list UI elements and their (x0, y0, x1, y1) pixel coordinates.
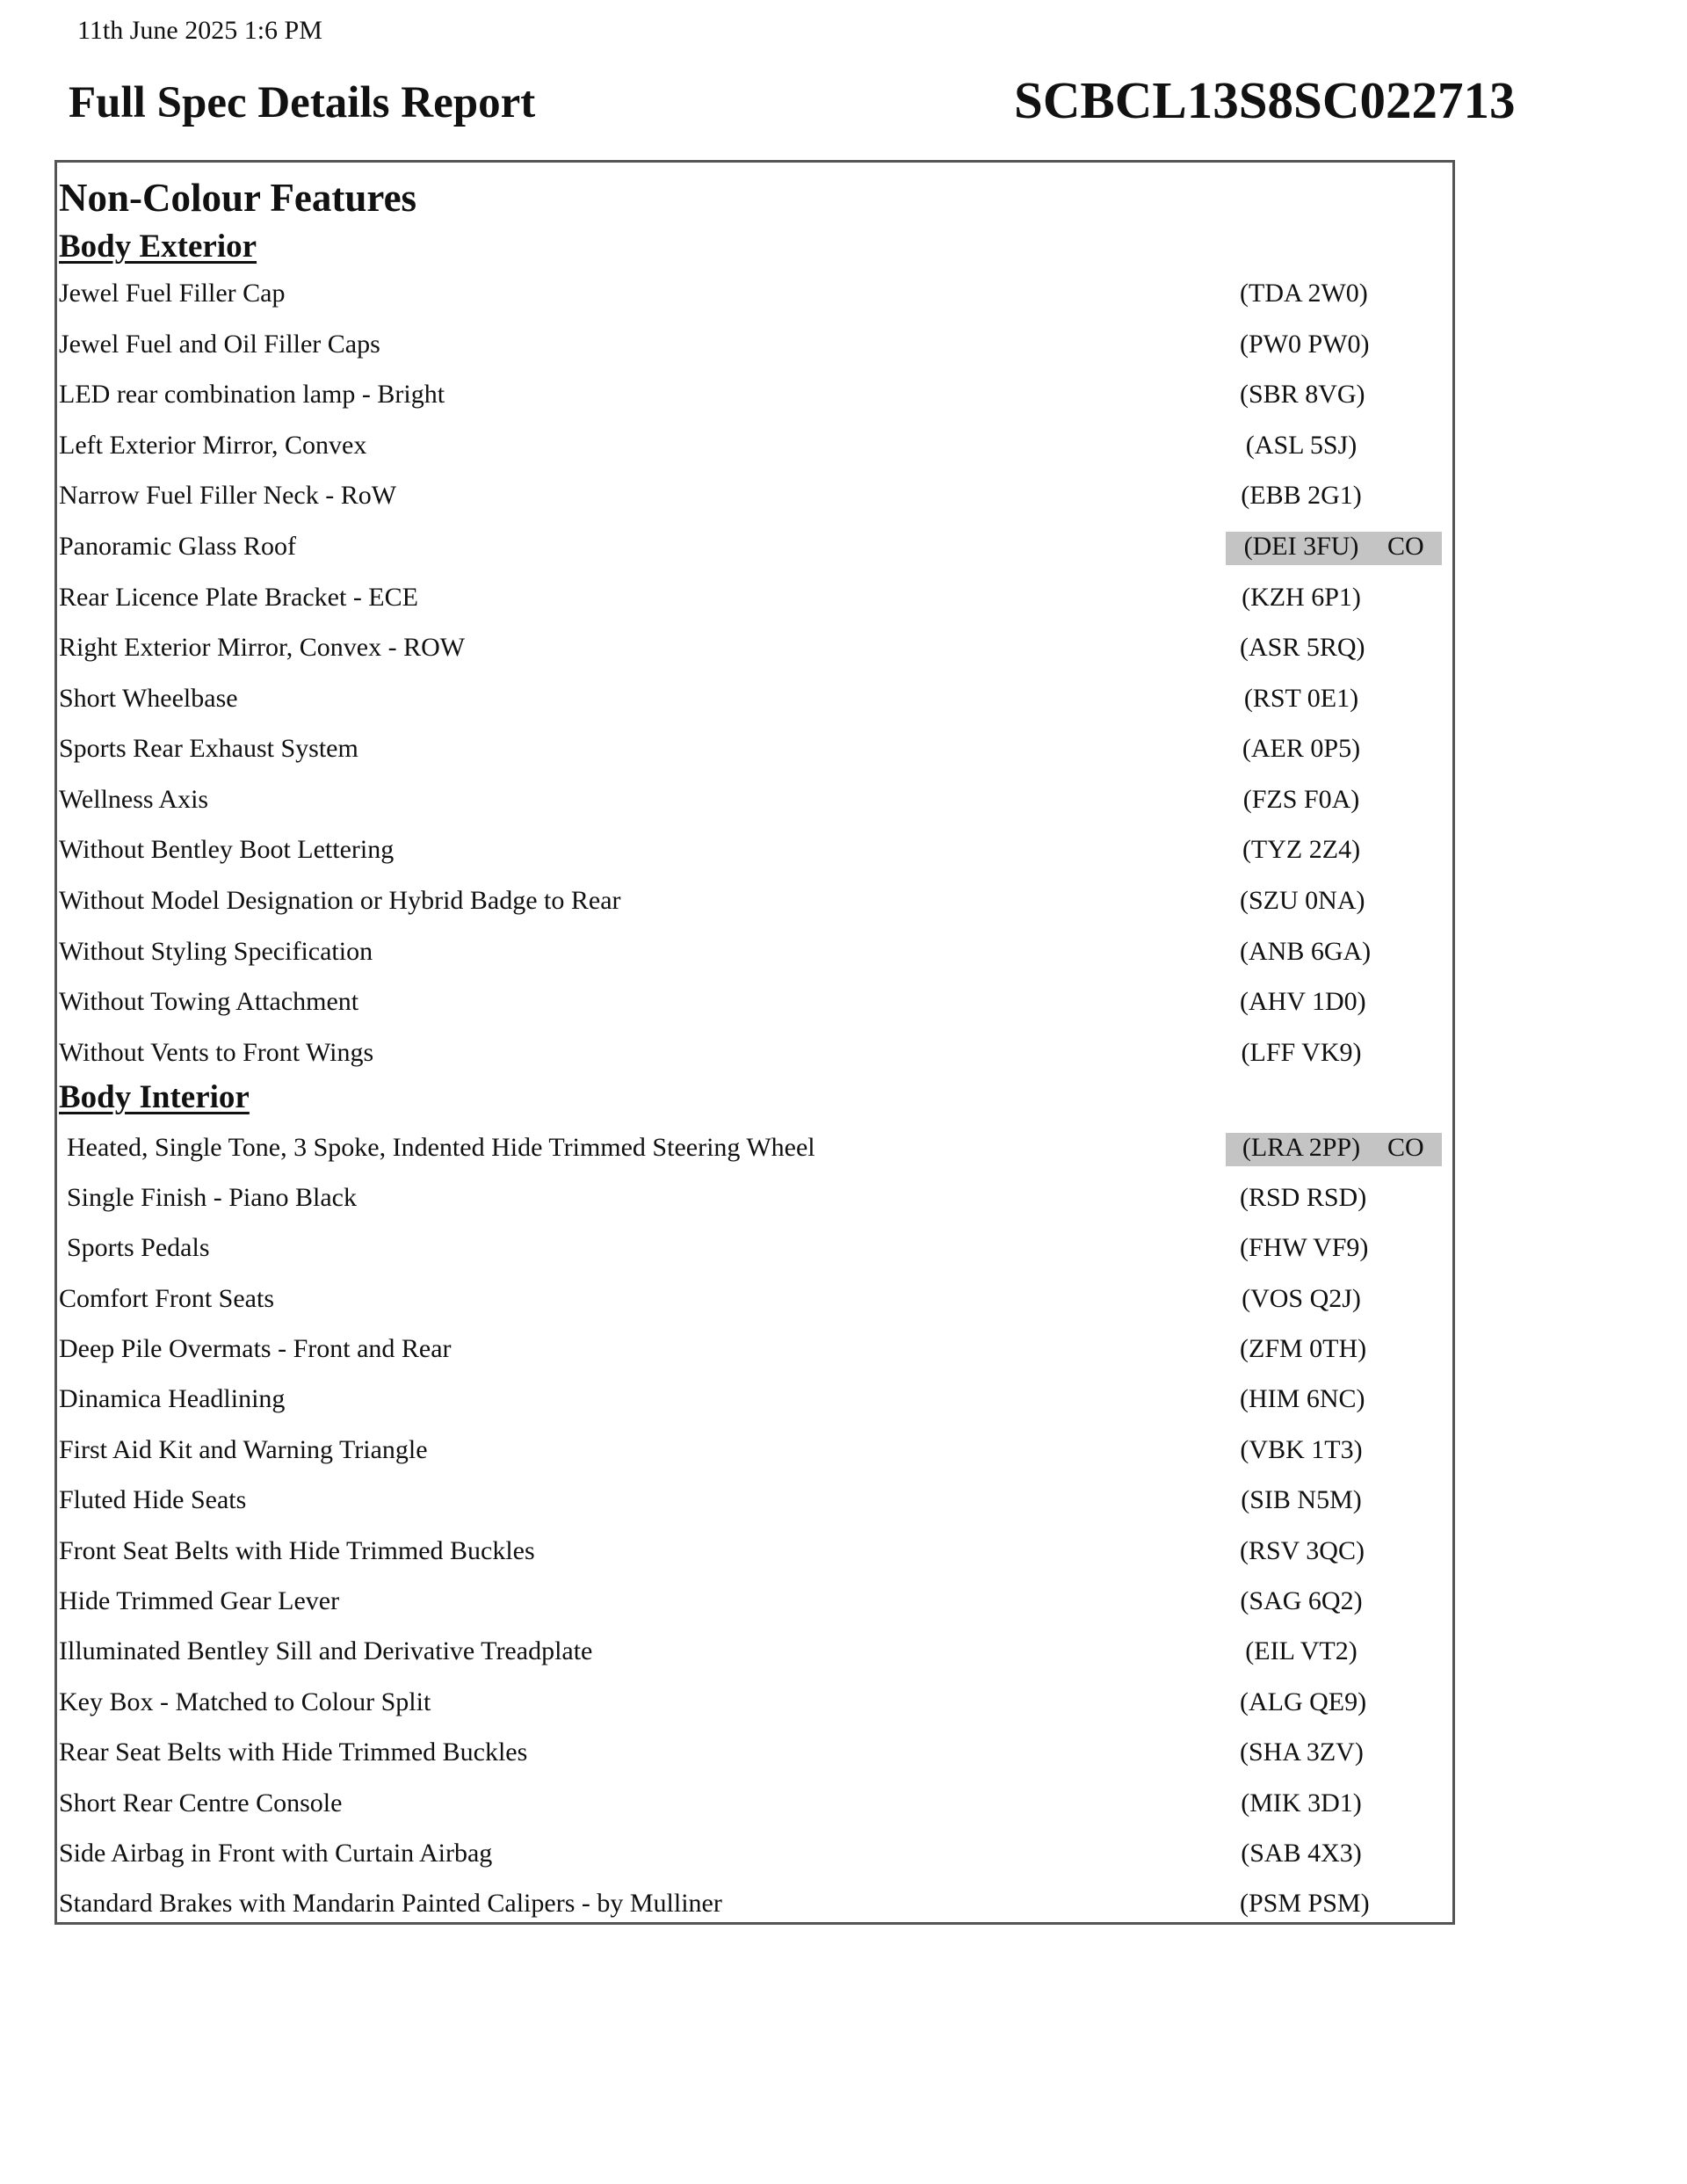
feature-code: (SAG 6Q2) (1240, 1586, 1363, 1615)
feature-description: Comfort Front Seats (59, 1284, 274, 1313)
feature-code: (SIB N5M) (1241, 1485, 1362, 1514)
feature-row (57, 326, 1452, 370)
feature-row (57, 1533, 1452, 1577)
feature-row (57, 831, 1452, 875)
group-heading-body-exterior: Body Exterior (59, 229, 257, 265)
feature-description: Narrow Fuel Filler Neck - RoW (59, 481, 397, 510)
feature-row (57, 933, 1452, 977)
feature-code: (SHA 3ZV) (1240, 1738, 1364, 1767)
feature-description: LED rear combination lamp - Bright (59, 380, 445, 409)
feature-description: Without Model Designation or Hybrid Badge to Rear (59, 886, 621, 915)
feature-description: Side Airbag in Front with Curtain Airbag (59, 1839, 493, 1868)
feature-row (57, 1034, 1452, 1078)
feature-row (57, 1633, 1452, 1677)
feature-row (57, 730, 1452, 774)
feature-code: (LRA 2PP) (1242, 1133, 1361, 1162)
vin-number: SCBCL13S8SC022713 (1014, 71, 1516, 129)
feature-description: Fluted Hide Seats (59, 1485, 247, 1514)
report-title: Full Spec Details Report (69, 78, 536, 127)
feature-row (57, 1734, 1452, 1778)
feature-code: (ASL 5SJ) (1245, 431, 1358, 460)
feature-row (57, 680, 1452, 724)
feature-code: (FZS F0A) (1242, 785, 1360, 814)
feature-description: Key Box - Matched to Colour Split (59, 1687, 431, 1716)
co-flag: CO (1387, 532, 1424, 561)
feature-row (57, 376, 1452, 420)
feature-row (57, 1432, 1452, 1476)
feature-description: Single Finish - Piano Black (67, 1183, 357, 1212)
feature-code: (AHV 1D0) (1240, 987, 1366, 1016)
feature-description: Rear Licence Plate Bracket - ECE (59, 583, 418, 612)
features-frame (54, 160, 1455, 1925)
group-heading-body-interior: Body Interior (59, 1079, 250, 1115)
feature-description: Front Seat Belts with Hide Trimmed Buckles (59, 1536, 535, 1565)
feature-code: (ASR 5RQ) (1240, 633, 1365, 662)
feature-code: (VOS Q2J) (1242, 1284, 1361, 1313)
co-flag: CO (1387, 1133, 1424, 1162)
report-timestamp: 11th June 2025 1:6 PM (77, 16, 322, 45)
feature-code: (PW0 PW0) (1240, 330, 1370, 359)
feature-row (57, 1482, 1452, 1526)
feature-code: (AER 0P5) (1242, 734, 1361, 763)
feature-description: Jewel Fuel Filler Cap (59, 279, 286, 308)
feature-row (57, 1230, 1452, 1273)
feature-code: (RST 0E1) (1243, 684, 1359, 713)
feature-description: Jewel Fuel and Oil Filler Caps (59, 330, 380, 359)
feature-code: (TDA 2W0) (1240, 279, 1368, 308)
feature-description: Deep Pile Overmats - Front and Rear (59, 1334, 452, 1363)
feature-row (57, 629, 1452, 673)
feature-code: (HIM 6NC) (1240, 1384, 1365, 1413)
feature-row (57, 427, 1452, 471)
feature-description: Hide Trimmed Gear Lever (59, 1586, 340, 1615)
feature-description: Dinamica Headlining (59, 1384, 286, 1413)
feature-description: Rear Seat Belts with Hide Trimmed Buckles (59, 1738, 528, 1767)
feature-code: (VBK 1T3) (1240, 1435, 1363, 1464)
feature-row (57, 1785, 1452, 1829)
feature-row (57, 1381, 1452, 1425)
feature-description: Left Exterior Mirror, Convex (59, 431, 367, 460)
feature-code: (EBB 2G1) (1241, 481, 1362, 510)
feature-code: (EIL VT2) (1245, 1636, 1358, 1665)
feature-description: Sports Pedals (67, 1233, 210, 1262)
feature-description: First Aid Kit and Warning Triangle (59, 1435, 428, 1464)
feature-code: (PSM PSM) (1240, 1889, 1370, 1918)
feature-description: Wellness Axis (59, 785, 209, 814)
feature-code: (ANB 6GA) (1240, 937, 1372, 966)
feature-code: (RSV 3QC) (1240, 1536, 1365, 1565)
feature-code: (ALG QE9) (1240, 1687, 1367, 1716)
feature-description: Standard Brakes with Mandarin Painted Calipers - by Mulliner (59, 1889, 722, 1918)
feature-description: Panoramic Glass Roof (59, 532, 296, 561)
feature-row (57, 275, 1452, 319)
feature-code: (SZU 0NA) (1240, 886, 1365, 915)
feature-description: Short Wheelbase (59, 684, 238, 713)
feature-code: (TYZ 2Z4) (1242, 835, 1361, 864)
feature-code: (SBR 8VG) (1240, 380, 1365, 409)
feature-code: (ZFM 0TH) (1240, 1334, 1367, 1363)
feature-description: Short Rear Centre Console (59, 1789, 343, 1818)
feature-code: (LFF VK9) (1241, 1038, 1362, 1067)
feature-row (57, 1281, 1452, 1324)
feature-description: Right Exterior Mirror, Convex - ROW (59, 633, 466, 662)
feature-row (57, 1684, 1452, 1728)
feature-code: (KZH 6P1) (1242, 583, 1361, 612)
feature-code: (MIK 3D1) (1241, 1789, 1362, 1818)
feature-description: Sports Rear Exhaust System (59, 734, 358, 763)
feature-description: Without Vents to Front Wings (59, 1038, 374, 1067)
feature-description: Illuminated Bentley Sill and Derivative Treadplate (59, 1636, 593, 1665)
feature-code: (RSD RSD) (1240, 1183, 1367, 1212)
section-title: Non-Colour Features (59, 176, 417, 220)
feature-row-highlighted (57, 1129, 1452, 1173)
feature-description: Without Styling Specification (59, 937, 373, 966)
feature-row (57, 1179, 1452, 1223)
feature-code: (FHW VF9) (1240, 1233, 1369, 1262)
feature-code: (DEI 3FU) (1243, 532, 1359, 561)
feature-description: Heated, Single Tone, 3 Spoke, Indented Hide Trimmed Steering Wheel (67, 1133, 815, 1162)
feature-row-highlighted (57, 528, 1452, 572)
feature-row (57, 882, 1452, 926)
feature-row (57, 477, 1452, 521)
feature-description: Without Towing Attachment (59, 987, 359, 1016)
feature-code: (SAB 4X3) (1241, 1839, 1362, 1868)
feature-row (57, 1835, 1452, 1879)
feature-row (57, 983, 1452, 1027)
feature-description: Without Bentley Boot Lettering (59, 835, 395, 864)
feature-row (57, 579, 1452, 623)
feature-row (57, 1885, 1452, 1929)
feature-row (57, 1331, 1452, 1375)
feature-row (57, 1583, 1452, 1627)
feature-row (57, 781, 1452, 825)
